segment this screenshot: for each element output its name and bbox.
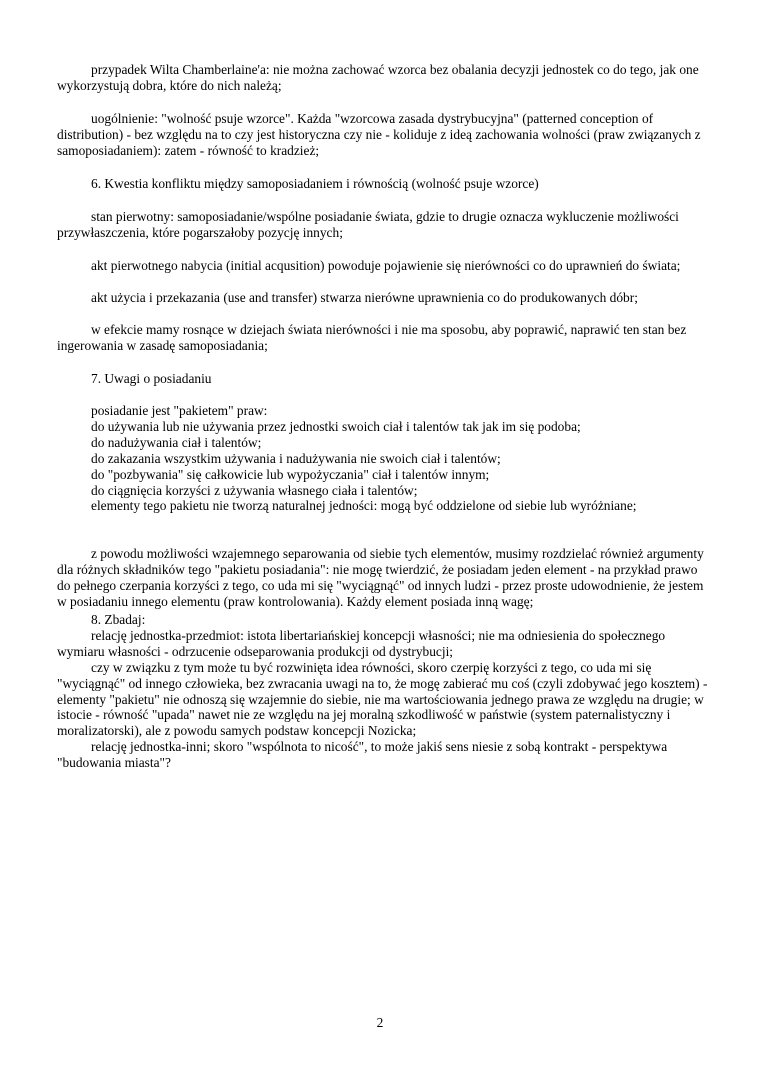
paragraph-original-state: stan pierwotny: samoposiadanie/wspólne posiadanie świata, gdzie to drugie oznacza wykluczenie możliwości przywłaszczenia, które pogarszałoby pozycję innych; [57,209,679,240]
section-heading-7: 7. Uwagi o posiadaniu [91,371,212,386]
possession-rights-list [57,403,710,514]
list-item: do ciągnięcia korzyści z używania własnego ciała i talentów; [91,482,418,498]
paragraph-separation-of-elements: z powodu możliwości wzajemnego separowania od siebie tych elementów, musimy rozdzielać również argumenty dla różnych składników tego "pakietu posiadania": nie mogę twierdzić, że posiadam jeden element - na przykład prawo do pełnego czerpania korzyści z tego, co uda mi się "wyciągnąć" od innych ludzi - przez proste udowodnienie, że jestem w posiadaniu innego elementu (praw kontrolowania). Każdy element posiada inną wagę; [57,546,704,609]
list-item: do zakazania wszystkim używania i nadużywania nie swoich ciał i talentów; [91,450,501,466]
list-item: do nadużywania ciał i talentów; [91,434,262,450]
section-8 [57,612,710,771]
paragraph-initial-acquisition: akt pierwotnego nabycia (initial acqusition) powoduje pojawienie się nierówności co do uprawnień do świata; [91,258,681,273]
paragraph-generalization: uogólnienie: "wolność psuje wzorce". Każda "wzorcowa zasada dystrybucyjna" (patterned conception of distribution) - bez względu na to czy jest historyczna czy nie - koliduje z ideą zachowania wolności (praw związanych z samoposiadaniem): zatem - równość to kradzież; [57,111,701,158]
list-item: relację jednostka-inni; skoro "wspólnota to nicość", to może jakiś sens niesie z sobą kontrakt - perspektywa "budowania miasta"? [57,739,668,771]
paragraph-chamberlain-case: przypadek Wilta Chamberlaine'a: nie można zachować wzorca bez obalania decyzji jednostek co do tego, jak one wykorzystują dobra, które do nich należą; [57,62,699,93]
list-item: do "pozbywania" się całkowicie lub wypożyczania" ciał i talentów innym; [91,466,490,482]
paragraph-use-and-transfer: akt użycia i przekazania (use and transfer) stwarza nierówne uprawnienia co do produkowanych dóbr; [91,290,638,305]
list-item: relację jednostka-przedmiot: istota libertariańskiej koncepcji własności; nie ma odniesienia do społecznego wymiaru własności - odrzucenie odseparowania produkcji od dystrybucji; [57,627,666,659]
paragraph-growing-inequality: w efekcie mamy rosnące w dziejach świata nierówności i nie ma sposobu, aby poprawić, naprawić ten stan bez ingerowania w zasadę samoposiadania; [57,322,687,353]
section-heading-8: 8. Zbadaj: [91,612,146,627]
list-item: elementy tego pakietu nie tworzą naturalnej jedności: mogą być oddzielone od siebie lub wyróżniane; [91,498,637,514]
section-heading-6: 6. Kwestia konfliktu między samoposiadaniem i równością (wolność psuje wzorce) [91,176,539,191]
list-item: posiadanie jest "pakietem" praw: [91,403,268,418]
list-item: czy w związku z tym może tu być rozwinięta idea równości, skoro czerpię korzyści z tego, co uda mi się "wyciągnąć" od innego człowieka, bez zwracania uwagi na to, że mogę zabierać mu coś (czyli zdobywać jego kosztem) - elementy "pakietu" nie odnoszą się wzajemnie do siebie, nie ma wartościowania jednego prawa ze względu na drugie; w istocie - równość "upada" nawet nie ze względu na jej moralną szkodliwość w państwie (system paternalistyczny i moralizatorski), ale z powodu samych podstaw koncepcji Nozicka; [57,659,708,739]
page-number: 2 [376,1015,384,1030]
list-item: do używania lub nie używania przez jednostki swoich ciał i talentów tak jak im się podoba; [91,418,581,434]
